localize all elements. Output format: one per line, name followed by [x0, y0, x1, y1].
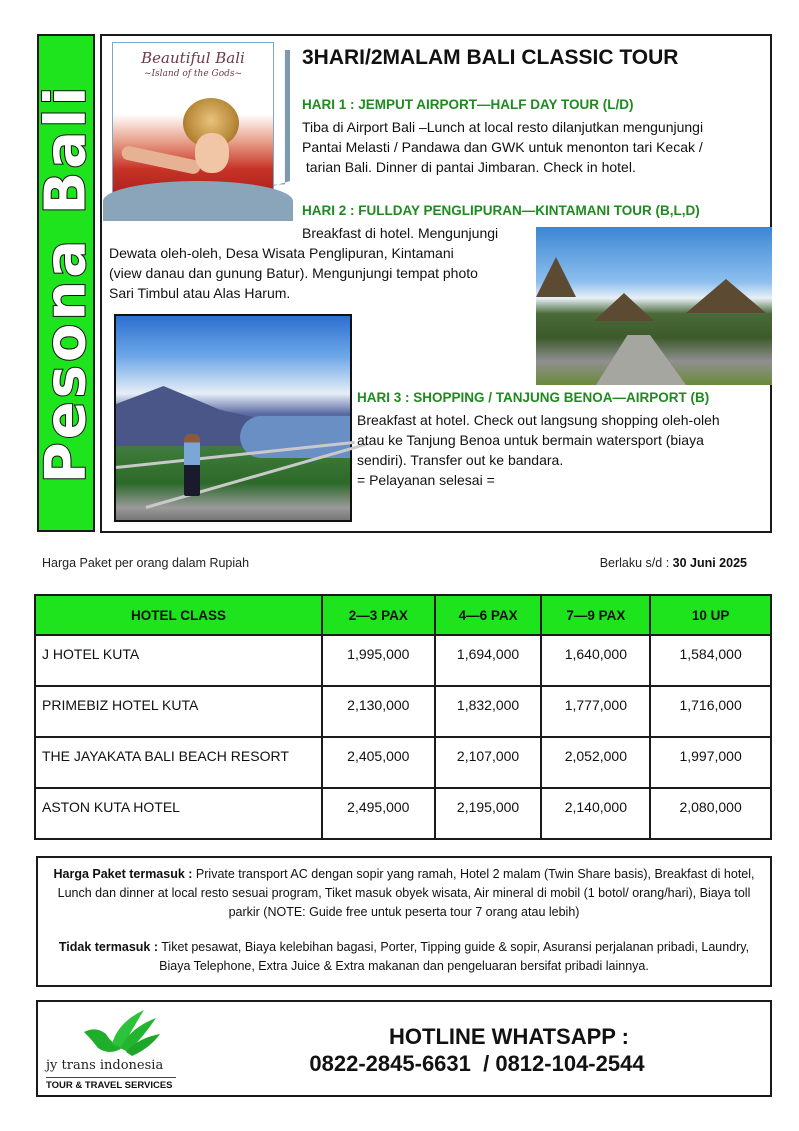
day-3-heading: HARI 3 : SHOPPING / TANJUNG BENOA—AIRPORT (B) — [357, 390, 710, 405]
table-header-row — [35, 595, 771, 635]
company-tagline: TOUR & TRAVEL SERVICES — [46, 1080, 173, 1091]
day-2-line: (view danau dan gunung Batur). Mengunjungi tempat photo — [109, 265, 478, 281]
penglipuran-village-photo — [536, 227, 772, 385]
person-graphic — [184, 434, 200, 496]
price-cell: 1,694,000 — [435, 635, 542, 686]
included-label: Harga Paket termasuk : — [53, 867, 193, 881]
hero-wave-graphic — [103, 181, 293, 221]
excluded-text: Tiket pesawat, Biaya kelebihan bagasi, Porter, Tipping guide & sopir, Asuransi perjalanan pribadi, Laundry, Biaya Telephone, Extra Juice & Extra makanan dan pengeluaran bersifat pribadi lainnya. — [158, 940, 750, 973]
day-2-line: Dewata oleh-oleh, Desa Wisata Penglipuran, Kintamani — [109, 245, 454, 261]
price-cell: 2,195,000 — [435, 788, 542, 839]
village-path-graphic — [596, 335, 686, 385]
day-1-heading: HARI 1 : JEMPUT AIRPORT—HALF DAY TOUR (L/D) — [302, 97, 634, 112]
price-cell: 1,997,000 — [650, 737, 771, 788]
side-banner — [33, 34, 99, 532]
day-3-line: = Pelayanan selesai = — [357, 472, 495, 488]
day-3-line: atau ke Tanjung Benoa untuk bermain watersport (biaya — [357, 432, 704, 448]
hotline-numbers[interactable]: 0822-2845-6631 / 0812-104-2544 — [309, 1051, 645, 1076]
hotel-name: J HOTEL KUTA — [35, 635, 322, 686]
price-cell: 2,080,000 — [650, 788, 771, 839]
dancer-arm-graphic — [120, 145, 201, 175]
price-note: Harga Paket per orang dalam Rupiah — [42, 556, 250, 570]
price-cell: 2,107,000 — [435, 737, 542, 788]
day-2-heading: HARI 2 : FULLDAY PENGLIPURAN—KINTAMANI TOUR (B,L,D) — [302, 203, 700, 218]
thatched-roof-graphic — [536, 257, 576, 297]
company-name: jy trans indonesia — [46, 1058, 164, 1073]
price-cell: 2,130,000 — [322, 686, 435, 737]
hotline-label: HOTLINE WHATSAPP : — [389, 1024, 629, 1049]
included-text: Private transport AC dengan sopir yang ramah, Hotel 2 malam (Twin Share basis), Breakfast di hotel, Lunch dan dinner at local resto sesuai program, Tiket masuk obyek wisata, Air mineral di mobil (1 botol/ orang/hari), Biaya toll parkir (NOTE: Guide free untuk peserta tour 7 orang atau lebih) — [57, 867, 755, 919]
terms-box — [36, 856, 772, 987]
price-cell: 1,832,000 — [435, 686, 542, 737]
day-1-line: Pantai Melasti / Pandawa dan GWK untuk menonton tari Kecak / — [302, 139, 703, 155]
hero-title: Beautiful Bali — [141, 49, 245, 67]
day-1-line: tarian Bali. Dinner di pantai Jimbaran. Check in hotel. — [302, 159, 636, 175]
dancer-face-graphic — [195, 133, 229, 173]
header-pax-2-3: 2—3 PAX — [322, 595, 435, 635]
price-cell: 1,584,000 — [650, 635, 771, 686]
header-pax-4-6: 4—6 PAX — [435, 595, 542, 635]
day-3-line: Breakfast at hotel. Check out langsung shopping oleh-oleh — [357, 412, 720, 428]
price-cell: 1,777,000 — [541, 686, 650, 737]
valid-until — [600, 556, 747, 570]
header-hotel-class: HOTEL CLASS — [35, 595, 322, 635]
table-row — [35, 788, 771, 839]
table-row — [35, 635, 771, 686]
price-cell: 2,405,000 — [322, 737, 435, 788]
contact-footer — [36, 1000, 772, 1097]
day-2-description — [109, 243, 539, 303]
included-terms — [48, 865, 760, 922]
day-3-description — [357, 410, 769, 490]
kintamani-lake-photo — [114, 314, 352, 522]
price-cell: 2,052,000 — [541, 737, 650, 788]
excluded-terms — [48, 938, 760, 976]
logo-divider — [46, 1077, 176, 1078]
day-1-line: Tiba di Airport Bali –Lunch at local resto dilanjutkan mengunjungi — [302, 119, 704, 135]
price-cell: 2,140,000 — [541, 788, 650, 839]
price-cell: 1,716,000 — [650, 686, 771, 737]
price-cell: 1,640,000 — [541, 635, 650, 686]
hotel-name: ASTON KUTA HOTEL — [35, 788, 322, 839]
day-3-line: sendiri). Transfer out ke bandara. — [357, 452, 564, 468]
price-cell: 2,495,000 — [322, 788, 435, 839]
valid-until-date: 30 Juni 2025 — [672, 556, 747, 570]
day-2-line: Sari Timbul atau Alas Harum. — [109, 285, 291, 301]
thatched-roof-graphic — [686, 279, 766, 313]
table-row — [35, 737, 771, 788]
tour-title: 3HARI/2MALAM BALI CLASSIC TOUR — [302, 46, 679, 69]
side-banner-text: Pesona Bali — [33, 83, 99, 483]
hotel-name: THE JAYAKATA BALI BEACH RESORT — [35, 737, 322, 788]
thatched-roof-graphic — [594, 293, 654, 321]
excluded-label: Tidak termasuk : — [58, 940, 158, 954]
itinerary-panel — [100, 34, 772, 533]
header-pax-7-9: 7—9 PAX — [541, 595, 650, 635]
table-row — [35, 686, 771, 737]
hero-image-beautiful-bali — [112, 42, 274, 202]
valid-until-label: Berlaku s/d : — [599, 556, 673, 570]
day-2-line: Breakfast di hotel. Mengunjungi — [302, 225, 499, 241]
price-table — [34, 594, 772, 840]
header-pax-10-up: 10 UP — [650, 595, 771, 635]
company-logo — [46, 1006, 186, 1094]
price-cell: 1,995,000 — [322, 635, 435, 686]
hotel-name: PRIMEBIZ HOTEL KUTA — [35, 686, 322, 737]
hero-subtitle: ~Island of the Gods~ — [143, 69, 243, 79]
day-1-description — [302, 117, 767, 177]
